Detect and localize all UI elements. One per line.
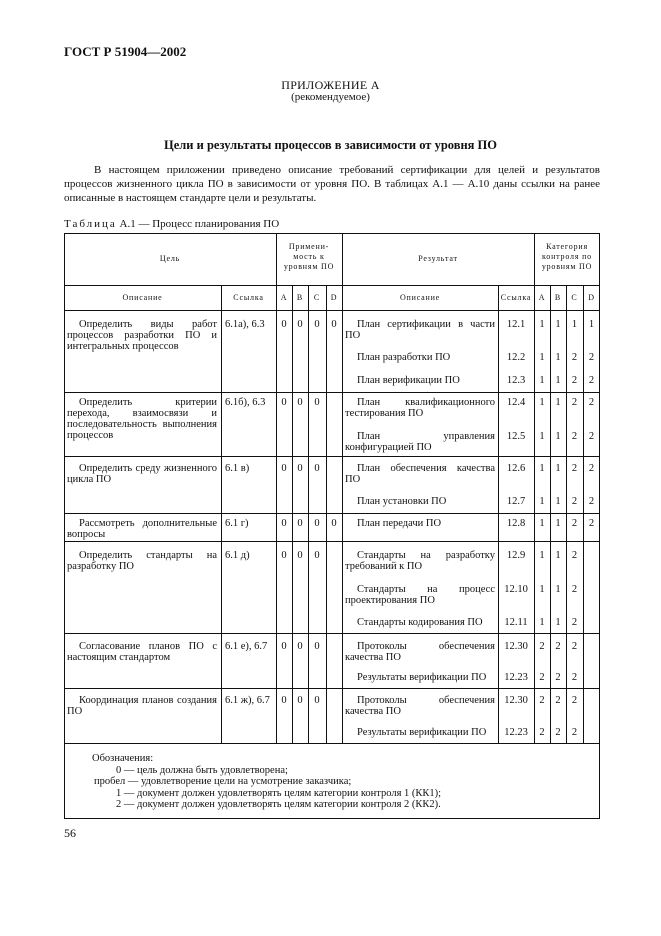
goal-description: Координация планов создания ПО (67, 695, 217, 717)
result-reference: 12.23 (504, 672, 528, 683)
applicability-d: 0 (331, 319, 337, 330)
table-caption (64, 218, 279, 230)
category-b: 1 (555, 352, 561, 363)
category-b: 2 (555, 727, 561, 738)
category-d: 2 (588, 352, 595, 363)
document-code: ГОСТ Р 51904—2002 (64, 44, 187, 59)
category-c: 2 (571, 431, 578, 442)
applicability-d: 0 (331, 518, 337, 529)
header-result: Результат (418, 254, 458, 263)
result-reference: 12.2 (506, 352, 526, 363)
category-b: 1 (555, 319, 561, 330)
goal-reference: 6.1б), 6.3 (225, 397, 266, 408)
legend-title: Обозначения: (92, 753, 154, 764)
category-b: 1 (555, 518, 561, 529)
section-title: Цели и результаты процессов в зависимости от уровня ПО (164, 138, 497, 152)
applicability-c: 0 (314, 518, 320, 529)
applicability-b: 0 (297, 319, 303, 330)
category-c: 2 (571, 352, 578, 363)
category-a: 2 (539, 727, 545, 738)
intro-paragraph: В настоящем приложении приведено описание требований сертификации для целей и результатов процессов жизненного цикла ПО в зависимости от уровня ПО. В таблицах А.1 — А.10 даны ссылки на ранее описанные в настоящем стандарте цели и результаты. (64, 164, 600, 204)
goal-reference: 6.1 г) (225, 518, 249, 529)
goal-description: Определить виды работ процессов разработки ПО и интегральных процессов (67, 319, 217, 352)
result-description: План верификации ПО (357, 375, 460, 386)
legend-item-blank: пробел — удовлетворение цели на усмотрение заказчика; (94, 776, 352, 787)
result-description: Результаты верификации ПО (357, 672, 487, 683)
category-a: 1 (539, 397, 545, 408)
goal-description: Определить критерии перехода, взаимосвязи и последовательность выполнения процессов (67, 397, 217, 441)
category-b: 1 (555, 550, 561, 561)
subheader-cat-d: D (588, 293, 595, 302)
category-a: 2 (539, 641, 545, 652)
category-c: 2 (571, 695, 578, 706)
goal-reference: 6.1 е), 6.7 (225, 641, 268, 652)
category-a: 2 (539, 672, 545, 683)
goal-reference: 6.1 д) (225, 550, 250, 561)
result-reference: 12.23 (504, 727, 528, 738)
applicability-a: 0 (281, 695, 287, 706)
requirements-table (64, 233, 600, 819)
category-c: 2 (571, 727, 578, 738)
result-description: Стандарты на разработку требований к ПО (345, 550, 495, 572)
category-b: 1 (555, 375, 561, 386)
subheader-level-b: B (296, 293, 304, 302)
legend-item-zero: 0 — цель должна быть удовлетворена; (116, 764, 288, 776)
result-description: План квалификационного тестирования ПО (345, 397, 495, 419)
result-reference: 12.30 (504, 695, 528, 706)
category-d: 1 (588, 319, 595, 330)
result-description: Результаты верификации ПО (357, 727, 487, 738)
goal-reference: 6.1 ж), 6.7 (225, 695, 270, 706)
category-c: 2 (571, 375, 578, 386)
result-reference: 12.4 (506, 397, 526, 408)
category-b: 1 (555, 397, 561, 408)
header-applicability: Примени- мость к уровням ПО (283, 242, 335, 271)
applicability-a: 0 (281, 641, 287, 652)
result-reference: 12.8 (506, 518, 526, 529)
category-c: 2 (571, 496, 578, 507)
result-reference: 12.9 (506, 550, 526, 561)
category-b: 2 (555, 641, 561, 652)
result-description: План передачи ПО (357, 518, 442, 529)
result-reference: 12.6 (506, 463, 526, 474)
result-description: План сертификации в части ПО (345, 319, 495, 341)
header-category: Категория контроля по уровням ПО (541, 242, 593, 271)
category-a: 1 (539, 319, 545, 330)
category-c: 2 (571, 463, 578, 474)
category-a: 2 (539, 695, 545, 706)
category-c: 2 (571, 397, 578, 408)
result-description: Стандарты на процесс проектирования ПО (345, 584, 495, 606)
category-a: 1 (539, 518, 545, 529)
category-b: 1 (555, 463, 561, 474)
applicability-c: 0 (314, 641, 320, 652)
category-c: 2 (571, 641, 578, 652)
category-a: 1 (539, 352, 545, 363)
category-d: 2 (588, 518, 595, 529)
category-d: 2 (588, 463, 595, 474)
goal-reference: 6.1 в) (225, 463, 250, 474)
appendix-title: ПРИЛОЖЕНИЕ А (281, 78, 380, 92)
result-description: План установки ПО (357, 496, 447, 507)
category-d: 2 (588, 431, 595, 442)
result-reference: 12.3 (506, 375, 526, 386)
appendix-subtitle: (рекомендуемое) (291, 91, 370, 103)
applicability-b: 0 (297, 397, 303, 408)
applicability-a: 0 (281, 518, 287, 529)
category-d: 2 (588, 496, 595, 507)
result-reference: 12.7 (506, 496, 526, 507)
legend-item-two: 2 — документ должен удовлетворять целям категории контроля 2 (КК2). (116, 799, 441, 810)
category-a: 1 (539, 584, 545, 595)
applicability-c: 0 (314, 463, 320, 474)
category-a: 1 (539, 463, 545, 474)
applicability-b: 0 (297, 695, 303, 706)
page-number: 56 (64, 826, 76, 840)
applicability-c: 0 (314, 550, 320, 561)
applicability-b: 0 (297, 518, 303, 529)
result-reference: 12.30 (504, 641, 528, 652)
category-b: 1 (555, 584, 561, 595)
result-description: Протоколы обеспечения качества ПО (345, 695, 495, 717)
subheader-cat-a: A (538, 293, 546, 302)
subheader-level-d: D (330, 293, 338, 302)
goal-description: Определить среду жизненного цикла ПО (67, 463, 217, 485)
applicability-c: 0 (314, 319, 320, 330)
goal-description: Определить стандарты на разработку ПО (67, 550, 217, 572)
result-description: План управления конфигурацией ПО (345, 431, 495, 453)
subheader-result-reference: Ссылка (500, 293, 532, 302)
category-b: 1 (555, 617, 561, 628)
applicability-c: 0 (314, 695, 320, 706)
applicability-c: 0 (314, 397, 320, 408)
table-caption-word: Таблица (64, 218, 117, 230)
subheader-cat-b: B (554, 293, 562, 302)
result-reference: 12.10 (504, 584, 528, 595)
goal-description: Согласование планов ПО с настоящим стандартом (67, 641, 217, 663)
goal-reference: 6.1а), 6.3 (225, 319, 265, 330)
category-a: 1 (539, 550, 545, 561)
result-description: Стандарты кодирования ПО (357, 617, 483, 628)
category-c: 1 (571, 319, 578, 330)
category-b: 2 (555, 695, 561, 706)
category-b: 1 (555, 431, 561, 442)
category-a: 1 (539, 431, 545, 442)
applicability-b: 0 (297, 641, 303, 652)
result-reference: 12.1 (506, 319, 526, 330)
category-a: 1 (539, 375, 545, 386)
applicability-a: 0 (281, 463, 287, 474)
category-a: 1 (539, 617, 545, 628)
header-goal: Цель (159, 254, 181, 263)
category-b: 2 (555, 672, 561, 683)
category-c: 2 (571, 672, 578, 683)
result-description: Протоколы обеспечения качества ПО (345, 641, 495, 663)
subheader-result-description: Описание (399, 293, 441, 302)
category-c: 2 (571, 584, 578, 595)
category-b: 1 (555, 496, 561, 507)
applicability-a: 0 (281, 550, 287, 561)
subheader-cat-c: C (571, 293, 578, 302)
category-c: 2 (571, 518, 578, 529)
category-a: 1 (539, 496, 545, 507)
result-description: План разработки ПО (357, 352, 451, 363)
category-c: 2 (571, 617, 578, 628)
subheader-reference: Ссылка (233, 293, 264, 302)
result-description: План обеспечения качества ПО (345, 463, 495, 485)
result-reference: 12.5 (506, 431, 526, 442)
result-reference: 12.11 (504, 617, 528, 628)
legend-item-one: 1 — документ должен удовлетворять целям категории контроля 1 (КК1); (116, 787, 442, 799)
table-caption-text: А.1 — Процесс планирования ПО (116, 218, 280, 230)
applicability-a: 0 (281, 319, 287, 330)
subheader-level-a: A (280, 293, 288, 302)
legend (92, 753, 441, 811)
applicability-b: 0 (297, 463, 303, 474)
subheader-level-c: C (313, 293, 321, 302)
subheader-description: Описание (122, 293, 163, 302)
category-d: 2 (588, 397, 595, 408)
goal-description: Рассмотреть дополнительные вопросы (67, 518, 217, 540)
category-d: 2 (588, 375, 595, 386)
category-c: 2 (571, 550, 578, 561)
applicability-b: 0 (297, 550, 303, 561)
applicability-a: 0 (281, 397, 287, 408)
